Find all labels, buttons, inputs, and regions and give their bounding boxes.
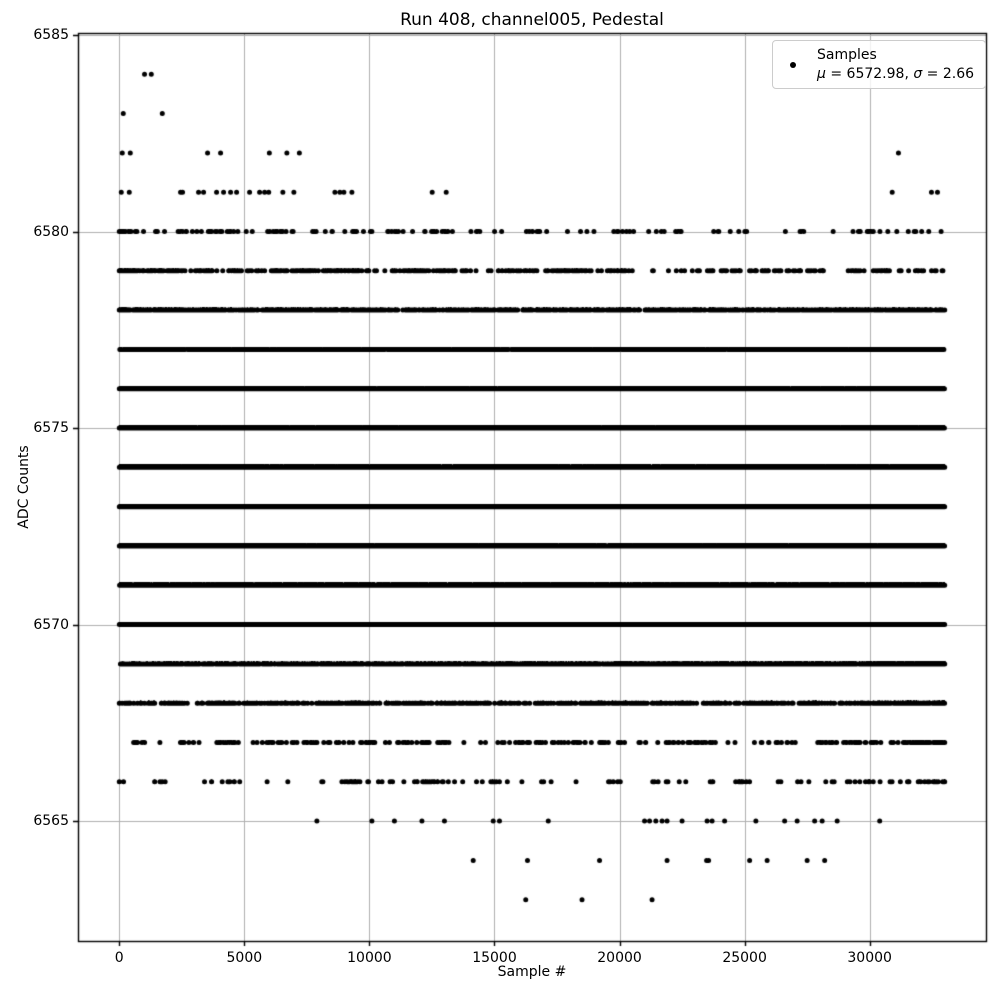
x-axis-label: Sample # — [497, 964, 567, 980]
x-tick-label: 25000 — [722, 950, 767, 966]
legend-mu-symbol: μ — [817, 65, 826, 82]
y-axis-label: ADC Counts — [16, 445, 32, 529]
y-tick-label: 6585 — [33, 26, 69, 43]
legend — [772, 40, 986, 89]
x-tick-label: 30000 — [847, 950, 892, 966]
x-tick-label: 5000 — [226, 950, 263, 966]
legend-sigma-value: = 2.66 — [922, 65, 975, 82]
y-tick-label: 6575 — [33, 420, 69, 437]
legend-stats — [817, 65, 974, 84]
y-tick-label: 6570 — [33, 616, 69, 633]
legend-marker-dot — [790, 62, 796, 68]
x-tick-label: 0 — [114, 950, 124, 966]
y-tick-label: 6580 — [33, 223, 69, 240]
y-tick-label: 6565 — [33, 813, 69, 830]
legend-mu-value: = 6572.98, — [825, 65, 914, 82]
x-tick-label: 10000 — [347, 950, 392, 966]
x-tick-label: 15000 — [472, 950, 517, 966]
x-tick-label: 20000 — [597, 950, 642, 966]
legend-sigma-symbol: σ — [913, 65, 923, 82]
chart-title: Run 408, channel005, Pedestal — [400, 10, 664, 30]
legend-label: Samples — [817, 46, 877, 63]
